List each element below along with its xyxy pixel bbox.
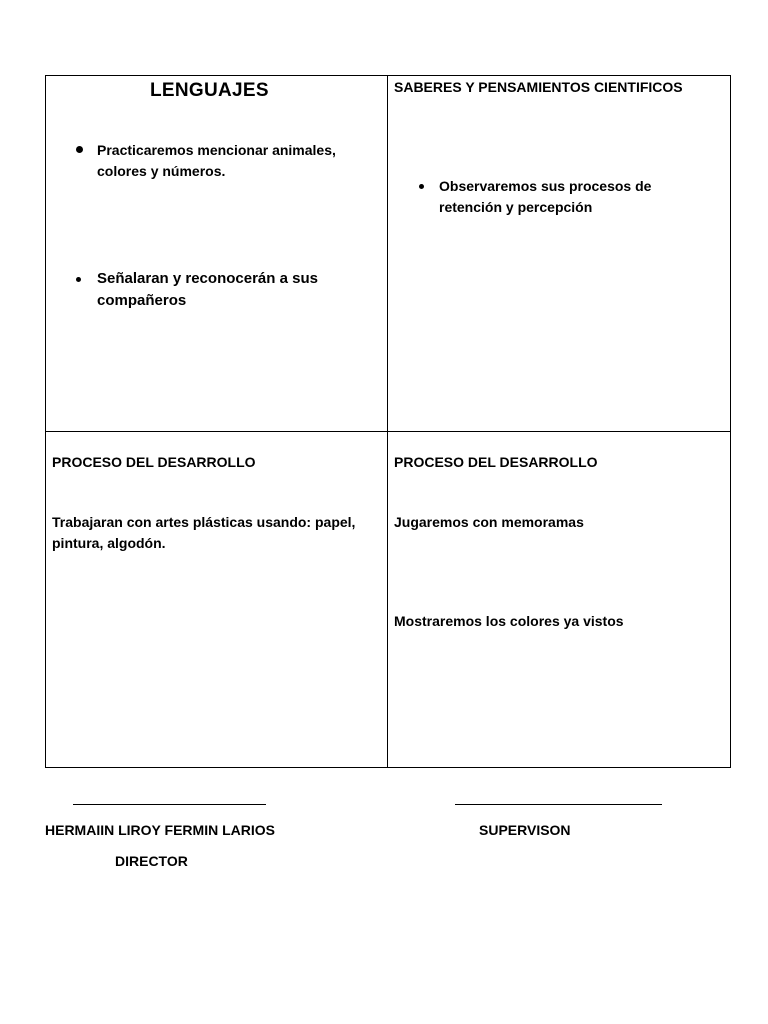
director-name: HERMAIIN LIROY FERMIN LARIOS <box>45 822 275 838</box>
lenguajes-title: LENGUAJES <box>150 80 269 101</box>
supervisor-role: SUPERVISON <box>479 822 571 838</box>
bullet-icon <box>419 184 424 189</box>
lenguajes-item-1: Practicaremos mencionar animales, colores y números. <box>97 142 336 179</box>
saberes-item-1: Observaremos sus procesos de retención y percepción <box>439 178 652 215</box>
signature-line-right <box>455 804 662 805</box>
proceso-right-text-1: Jugaremos con memoramas <box>394 514 584 530</box>
cell-proceso-left <box>46 432 388 767</box>
activity-table <box>45 75 731 768</box>
director-role: DIRECTOR <box>115 853 188 869</box>
cell-saberes <box>388 76 730 432</box>
signature-line-left <box>73 804 266 805</box>
proceso-left-text: Trabajaran con artes plásticas usando: papel, pintura, algodón. <box>52 514 356 551</box>
saberes-title: SABERES Y PENSAMIENTOS CIENTIFICOS <box>394 79 683 95</box>
bullet-icon <box>76 146 83 153</box>
bullet-icon <box>76 277 81 282</box>
proceso-left-title: PROCESO DEL DESARROLLO <box>52 454 256 470</box>
cell-proceso-right <box>388 432 730 767</box>
proceso-right-title: PROCESO DEL DESARROLLO <box>394 454 598 470</box>
cell-lenguajes <box>46 76 388 432</box>
lenguajes-item-2: Señalaran y reconocerán a sus compañeros <box>97 270 318 309</box>
proceso-right-text-2: Mostraremos los colores ya vistos <box>394 613 624 629</box>
